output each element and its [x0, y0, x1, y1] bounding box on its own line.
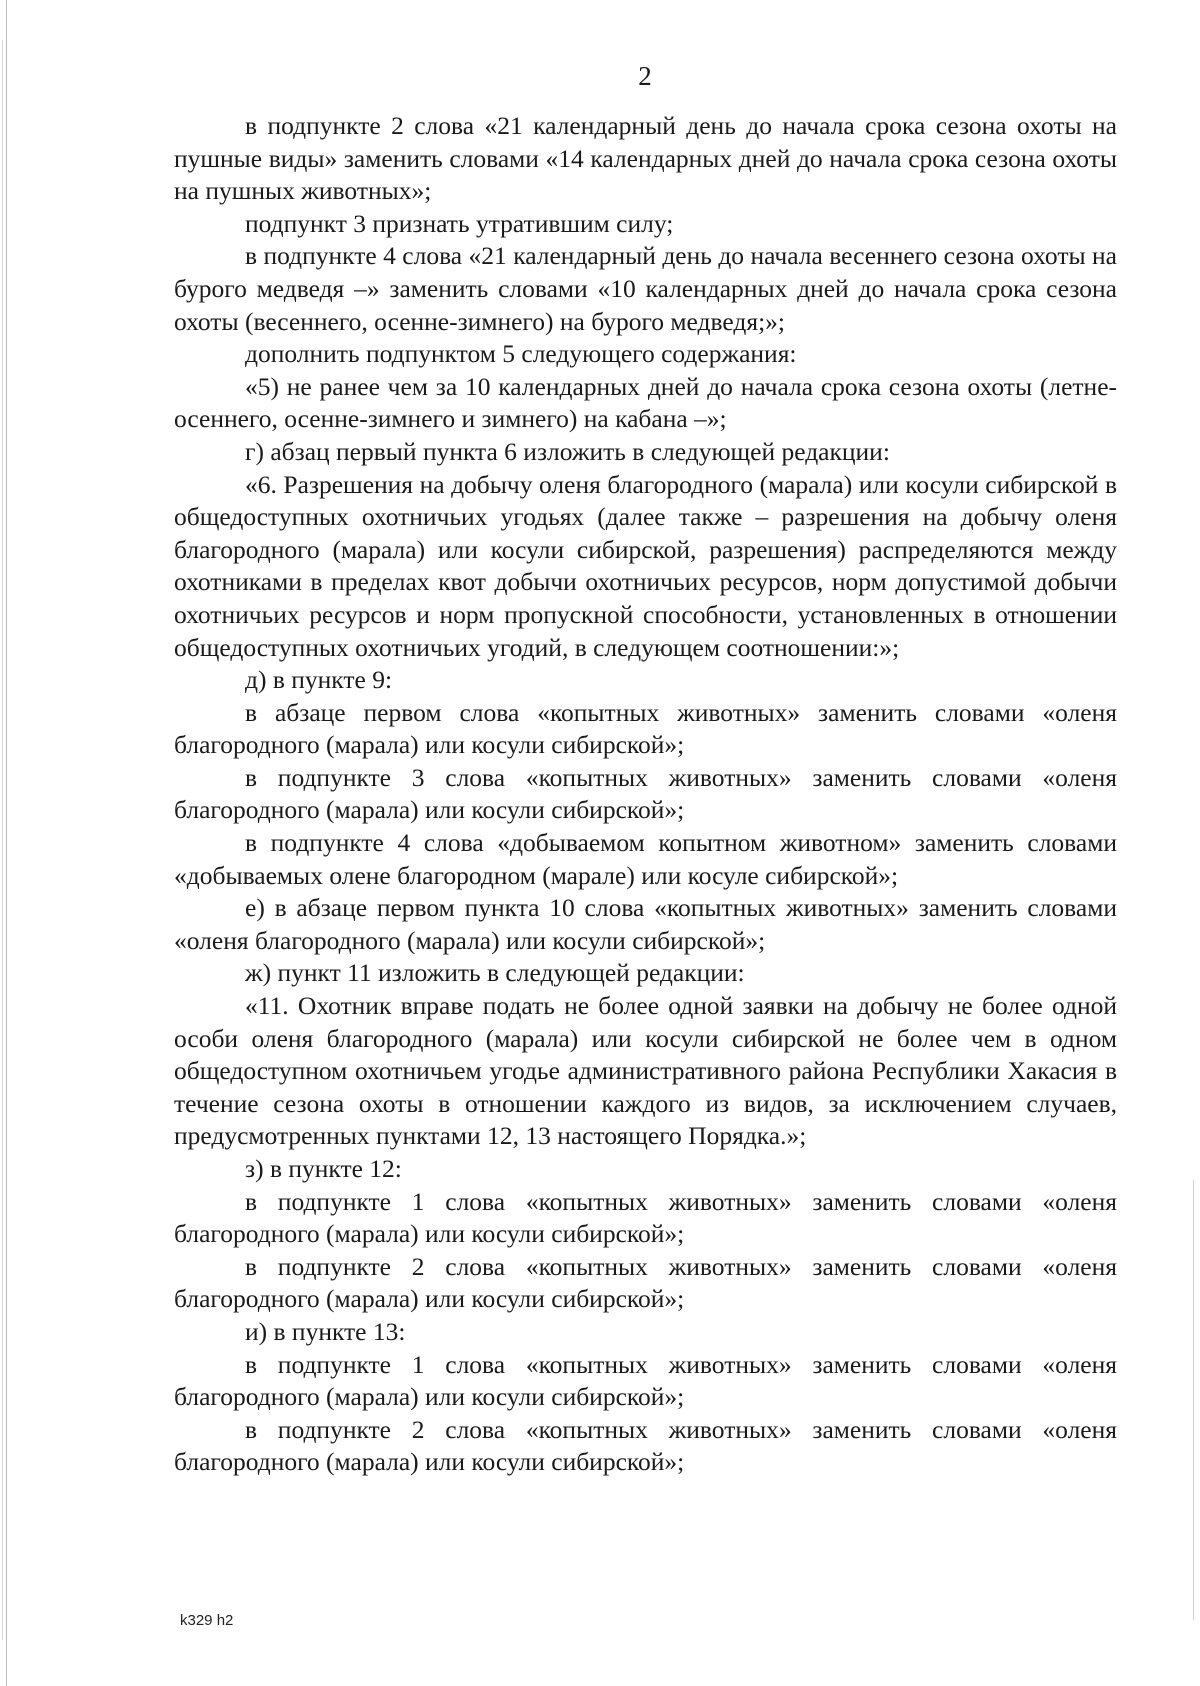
paragraph: в подпункте 1 слова «копытных животных» заменить словами «оленя благородного (марала) или косули сибирской»;: [174, 1186, 1117, 1249]
paragraph: в подпункте 2 слова «21 календарный день до начала срока сезона охоты на пушные виды» заменить словами «14 календарных дней до начала срока сезона охоты на пушных животных»;: [174, 111, 1117, 206]
paragraph: в абзаце первом слова «копытных животных» заменить словами «оленя благородного (марала) или косули сибирской»;: [174, 697, 1117, 760]
scan-edge-left-faint: [2, 40, 3, 1640]
paragraph: «5) не ранее чем за 10 календарных дней до начала срока сезона охоты (летне-осеннего, осенне-зимнего и зимнего) на кабана –»;: [174, 371, 1117, 434]
paragraph: в подпункте 2 слова «копытных животных» заменить словами «оленя благородного (марала) или косули сибирской»;: [174, 1251, 1117, 1314]
paragraph: г) абзац первый пункта 6 изложить в следующей редакции:: [245, 436, 890, 466]
paragraph: в подпункте 2 слова «копытных животных» заменить словами «оленя благородного (марала) или косули сибирской»;: [174, 1414, 1117, 1477]
paragraph: ж) пункт 11 изложить в следующей редакции:: [245, 958, 745, 988]
paragraph: е) в абзаце первом пункта 10 слова «копытных животных» заменить словами «оленя благородного (марала) или косули сибирской»;: [174, 893, 1117, 955]
paragraph: в подпункте 4 слова «добываемом копытном животном» заменить словами «добываемых олене благородном (марале) или косуле сибирской»;: [174, 828, 1117, 890]
document-body: [174, 110, 1117, 1479]
footer-document-code: k329 h2: [180, 1612, 234, 1629]
scan-edge-left: [6, 0, 7, 1686]
page-number: 2: [638, 61, 652, 91]
paragraph: в подпункте 4 слова «21 календарный день до начала весеннего сезона охоты на бурого медведя –» заменить словами «10 календарных дней до начала срока сезона охоты (весеннего, осенне-зимнего) на бурого медведя;»;: [174, 241, 1117, 336]
scan-edge-right: [1193, 1180, 1194, 1620]
paragraph: «11. Охотник вправе подать не более одной заявки на добычу не более одной особи оленя благородного (марала) или косули сибирской не более чем в одном общедоступном охотничьем угодье административного района Республики Хакасия в течение сезона охоты в отношении каждого из видов, за исключением случаев, предусмотренных пунктами 12, 13 настоящего Порядка.»;: [174, 991, 1117, 1151]
paragraph: дополнить подпунктом 5 следующего содержания:: [245, 339, 797, 369]
paragraph: в подпункте 3 слова «копытных животных» заменить словами «оленя благородного (марала) или косули сибирской»;: [174, 762, 1117, 825]
paragraph: и) в пункте 13:: [245, 1316, 406, 1346]
paragraph: в подпункте 1 слова «копытных животных» заменить словами «оленя благородного (марала) или косули сибирской»;: [174, 1349, 1117, 1412]
paragraph: подпункт 3 признать утратившим силу;: [245, 208, 674, 238]
paragraph: «6. Разрешения на добычу оленя благородного (марала) или косули сибирской в общедоступных охотничьих угодьях (далее также – разрешения на добычу оленя благородного (марала) или косули сибирской, разрешения) распределяются между охотниками в пределах квот добычи охотничьих ресурсов, норм допустимой добычи охотничьих ресурсов и норм пропускной способности, установленных в отношении общедоступных охотничьих угодий, в следующем соотношении:»;: [174, 469, 1117, 662]
paragraph: д) в пункте 9:: [245, 665, 393, 695]
paragraph: з) в пункте 12:: [245, 1154, 402, 1183]
